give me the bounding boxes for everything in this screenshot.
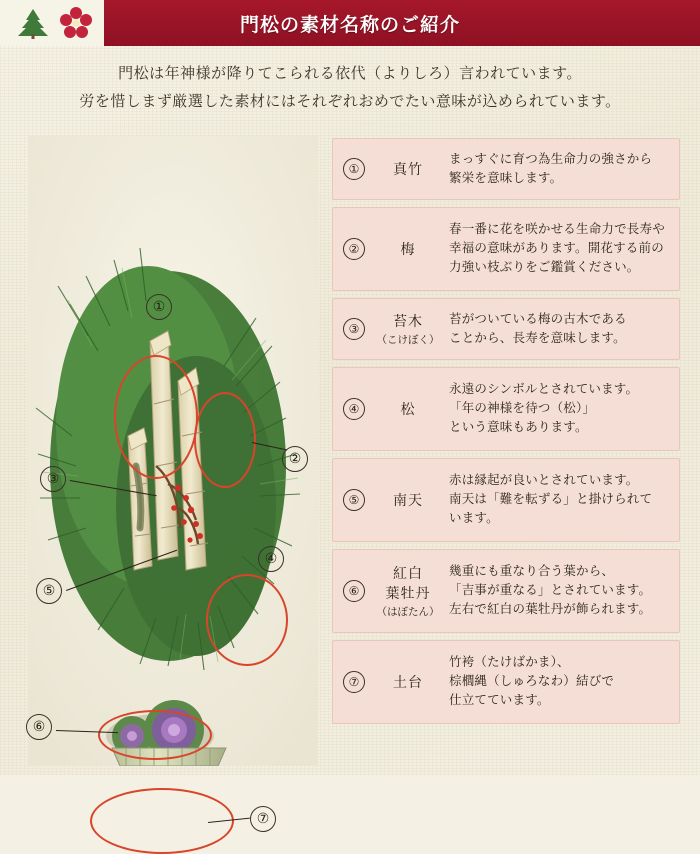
legend-number: ③ bbox=[343, 318, 365, 340]
pine-crest-icon bbox=[11, 6, 55, 40]
legend-desc-line: 春一番に花を咲かせる生命力で長寿や bbox=[449, 222, 665, 237]
legend-desc-line: 「吉事が重なる」とされています。 bbox=[449, 583, 652, 598]
legend-desc-line: 永遠のシンボルとされています。 bbox=[449, 382, 639, 397]
marker-1: ① bbox=[146, 294, 172, 320]
legend-number-cell bbox=[333, 139, 371, 199]
legend-name-cell bbox=[371, 641, 445, 723]
legend-desc-cell bbox=[445, 139, 679, 199]
photo-column bbox=[10, 130, 332, 826]
marker-4: ④ bbox=[258, 546, 284, 572]
legend-desc-cell bbox=[445, 459, 679, 541]
highlight-ellipse-4 bbox=[206, 574, 288, 666]
marker-7: ⑦ bbox=[250, 806, 276, 832]
legend-desc-line: 竹袴（たけばかま）、 bbox=[449, 655, 570, 670]
legend-number-cell bbox=[333, 368, 371, 450]
legend-desc-line: 繁栄を意味します。 bbox=[449, 170, 563, 185]
legend-name: 真竹 bbox=[393, 160, 423, 177]
legend-number: ① bbox=[343, 158, 365, 180]
legend-name-cell bbox=[371, 299, 445, 359]
legend-number-cell bbox=[333, 641, 371, 723]
marker-6: ⑥ bbox=[26, 714, 52, 740]
page-title: 門松の素材名称のご紹介 bbox=[239, 14, 460, 36]
legend-name-reading: （こけぼく） bbox=[376, 333, 440, 346]
legend-desc-line: 赤は縁起が良いとされています。 bbox=[449, 473, 639, 488]
legend-desc-line: 南天は「難を転ずる」と掛けられて bbox=[449, 492, 653, 507]
legend-desc-line: 「年の神様を待つ（松）」 bbox=[449, 401, 596, 416]
legend-row-3 bbox=[332, 298, 680, 360]
legend-desc-line: という意味もあります。 bbox=[449, 419, 588, 434]
legend-desc-line: まっすぐに育つ為生命力の強さから bbox=[449, 151, 653, 166]
legend-number: ⑥ bbox=[343, 580, 365, 602]
legend-number: ④ bbox=[343, 398, 365, 420]
highlight-ellipse-6 bbox=[98, 710, 212, 760]
legend-name: 土台 bbox=[393, 673, 423, 690]
page-header bbox=[0, 0, 700, 46]
legend-desc-cell bbox=[445, 208, 679, 290]
legend-row-1 bbox=[332, 138, 680, 200]
marker-2: ② bbox=[282, 446, 308, 472]
legend-desc-cell bbox=[445, 299, 679, 359]
legend-desc-line: ことから、長寿を意味します。 bbox=[449, 330, 626, 345]
legend-desc-cell bbox=[445, 368, 679, 450]
marker-5: ⑤ bbox=[36, 578, 62, 604]
legend-row-4 bbox=[332, 367, 680, 451]
legend-number: ⑦ bbox=[343, 671, 365, 693]
marker-3: ③ bbox=[40, 466, 66, 492]
legend-desc-line: 棕櫚縄（しゅろなわ）結びで bbox=[449, 674, 615, 689]
content-area bbox=[0, 122, 700, 826]
legend-row-5 bbox=[332, 458, 680, 542]
legend-name-reading: （はぼたん） bbox=[376, 605, 440, 618]
intro-block bbox=[0, 46, 700, 122]
intro-line-2: 労を惜しまず厳選した素材にはそれぞれおめでたい意味が込められています。 bbox=[79, 92, 621, 110]
legend-name-cell bbox=[371, 459, 445, 541]
legend-name: 梅 bbox=[400, 240, 416, 257]
legend-number-cell bbox=[333, 550, 371, 632]
legend-desc-cell bbox=[445, 550, 679, 632]
legend-name-cell bbox=[371, 208, 445, 290]
legend-number-cell bbox=[333, 299, 371, 359]
legend-desc-cell bbox=[445, 641, 679, 723]
legend-name-cell bbox=[371, 139, 445, 199]
legend-name-cell bbox=[371, 368, 445, 450]
legend-name-cell bbox=[371, 550, 445, 632]
legend-row-2 bbox=[332, 207, 680, 291]
legend-desc-line: 左右で紅白の葉牡丹が飾られます。 bbox=[449, 601, 652, 616]
legend-desc-line: 幸福の意味があります。開花する前の bbox=[449, 241, 664, 256]
legend-name: 松 bbox=[400, 400, 416, 417]
legend-name-2: 葉牡丹 bbox=[385, 584, 431, 601]
header-emblem bbox=[0, 0, 104, 46]
legend-number: ⑤ bbox=[343, 489, 365, 511]
legend-list bbox=[332, 130, 680, 770]
legend-number-cell bbox=[333, 459, 371, 541]
legend-desc-line: 力強い枝ぶりをご鑑賞ください。 bbox=[449, 259, 640, 274]
legend-desc-line: 幾重にも重なり合う葉から、 bbox=[449, 564, 615, 579]
legend-number: ② bbox=[343, 238, 365, 260]
legend-desc-line: 仕立てています。 bbox=[449, 692, 550, 707]
legend-name: 南天 bbox=[393, 491, 423, 508]
legend-row-6 bbox=[332, 549, 680, 633]
legend-number-cell bbox=[333, 208, 371, 290]
legend-name: 苔木 bbox=[393, 312, 423, 329]
intro-line-1: 門松は年神様が降りてこられる依代（よりしろ）言われています。 bbox=[118, 65, 582, 82]
plum-blossom-icon bbox=[59, 6, 93, 40]
legend-row-7 bbox=[332, 640, 680, 724]
legend-desc-line: 苔がついている梅の古木である bbox=[449, 311, 627, 326]
highlight-ellipse-1 bbox=[114, 355, 198, 479]
legend-desc-line: います。 bbox=[449, 510, 499, 525]
highlight-ellipse-2 bbox=[194, 392, 256, 488]
legend-name: 紅白 bbox=[393, 564, 423, 581]
